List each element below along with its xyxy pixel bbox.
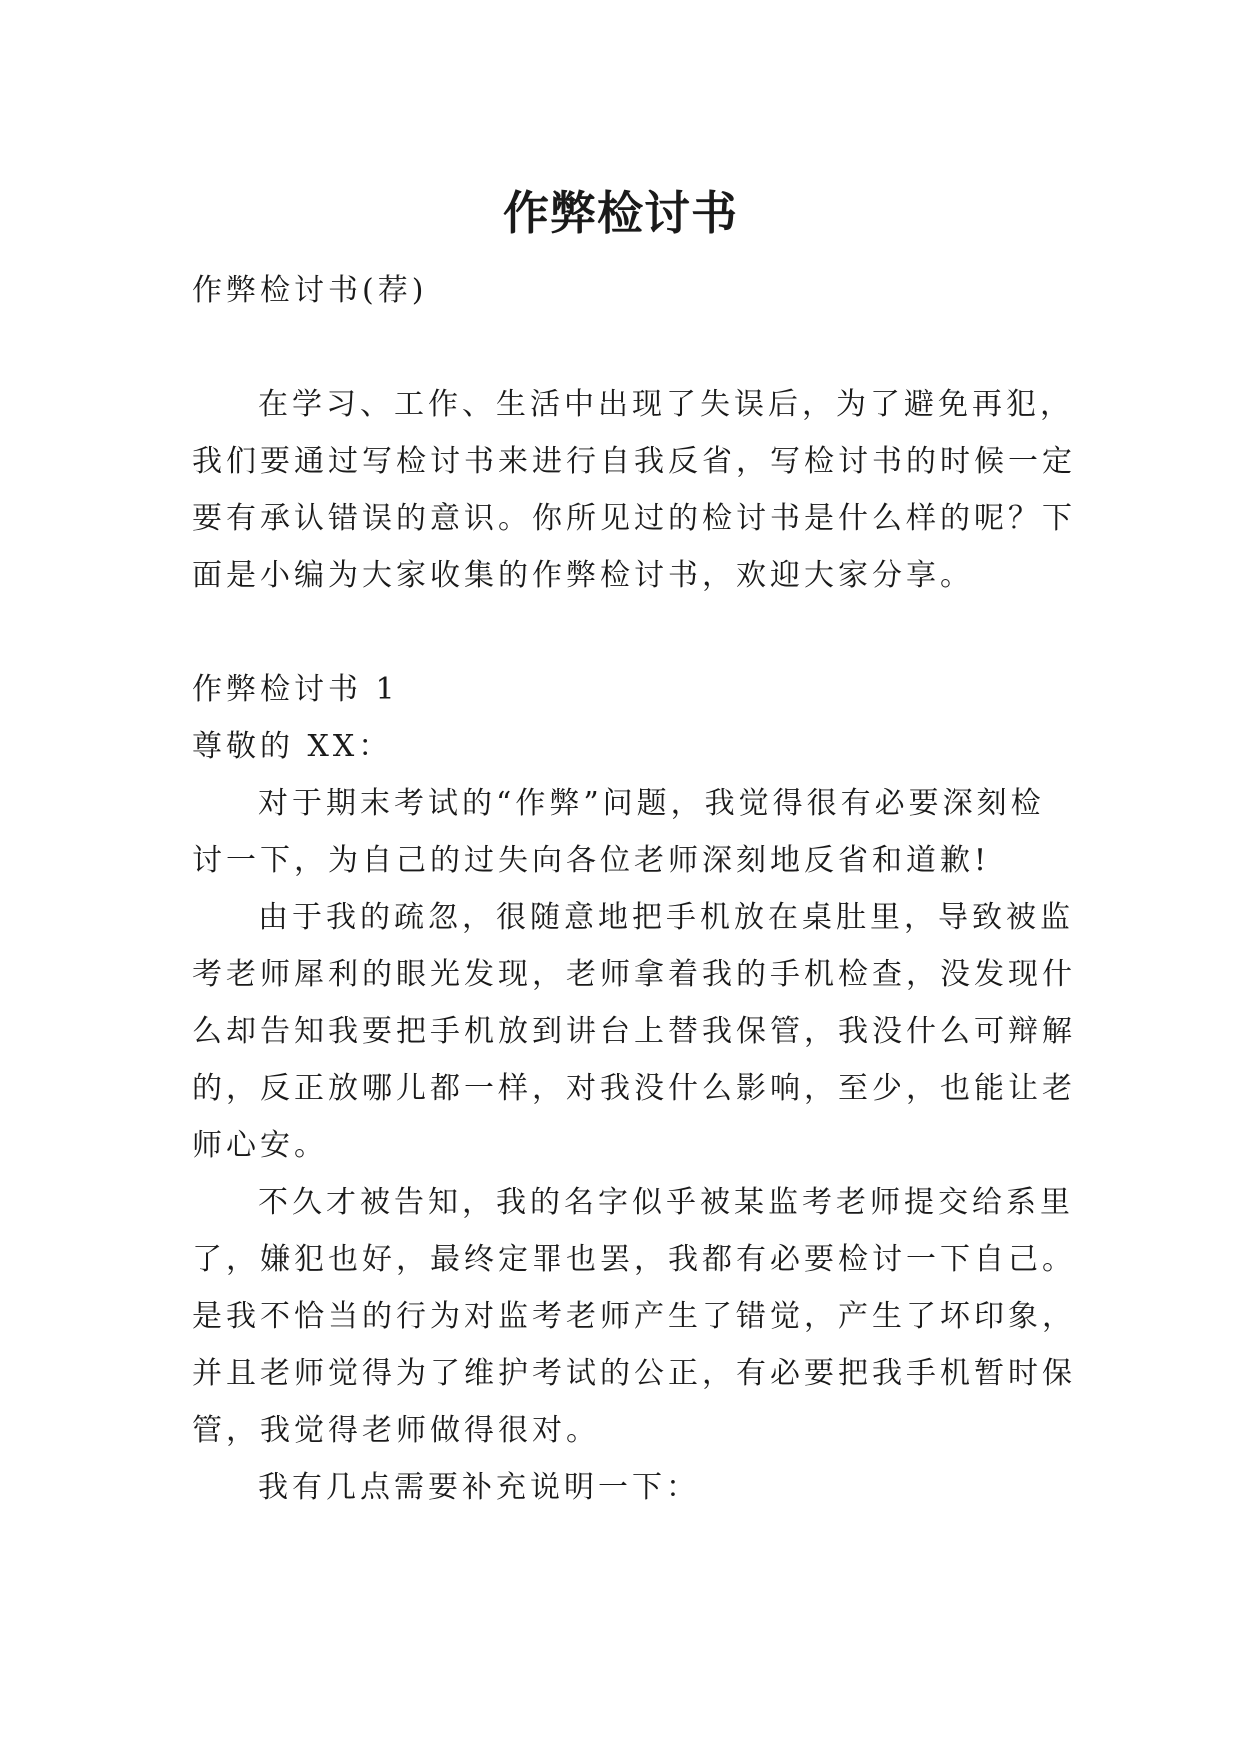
paragraph-line: 的，反正放哪儿都一样，对我没什么影响，至少，也能让老 bbox=[192, 1071, 1076, 1106]
paragraph-line: 并且老师觉得为了维护考试的公正，有必要把我手机暂时保 bbox=[192, 1356, 1076, 1391]
paragraph-line: 不久才被告知，我的名字似乎被某监考老师提交给系里 bbox=[258, 1185, 1074, 1220]
intro-line: 面是小编为大家收集的作弊检讨书，欢迎大家分享。 bbox=[192, 558, 974, 593]
paragraph-line: 师心安。 bbox=[192, 1128, 328, 1163]
intro-paragraph bbox=[192, 376, 1076, 604]
document-subtitle: 作弊检讨书(荐) bbox=[192, 273, 428, 308]
paragraph-line: 由于我的疏忽，很随意地把手机放在桌肚里，导致被监 bbox=[258, 900, 1074, 935]
paragraph-3 bbox=[192, 1174, 1076, 1459]
section-heading: 作弊检讨书 1 bbox=[192, 672, 399, 707]
paragraph-4 bbox=[192, 1459, 1062, 1516]
salutation: 尊敬的 XX： bbox=[192, 729, 393, 764]
document-title: 作弊检讨书 bbox=[503, 185, 738, 240]
paragraph-line: 管，我觉得老师做得很对。 bbox=[192, 1413, 600, 1448]
paragraph-1 bbox=[192, 775, 1062, 889]
document-body bbox=[192, 262, 1076, 1516]
intro-line: 我们要通过写检讨书来进行自我反省，写检讨书的时候一定 bbox=[192, 444, 1076, 479]
paragraph-line: 了，嫌犯也好，最终定罪也罢，我都有必要检讨一下自己。 bbox=[192, 1242, 1076, 1277]
paragraph-line: 讨一下，为自己的过失向各位老师深刻地反省和道歉! bbox=[192, 843, 991, 878]
intro-line: 在学习、工作、生活中出现了失误后，为了避免再犯， bbox=[258, 387, 1074, 422]
paragraph-line: 对于期末考试的“作弊”问题，我觉得很有必要深刻检 bbox=[258, 786, 1045, 821]
intro-line: 要有承认错误的意识。你所见过的检讨书是什么样的呢？下 bbox=[192, 501, 1076, 536]
paragraph-line: 是我不恰当的行为对监考老师产生了错觉，产生了坏印象， bbox=[192, 1299, 1076, 1334]
paragraph-line: 么却告知我要把手机放到讲台上替我保管，我没什么可辩解 bbox=[192, 1014, 1076, 1049]
paragraph-line: 考老师犀利的眼光发现，老师拿着我的手机检查，没发现什 bbox=[192, 957, 1076, 992]
paragraph-2 bbox=[192, 889, 1076, 1174]
paragraph-line: 我有几点需要补充说明一下： bbox=[258, 1470, 700, 1505]
